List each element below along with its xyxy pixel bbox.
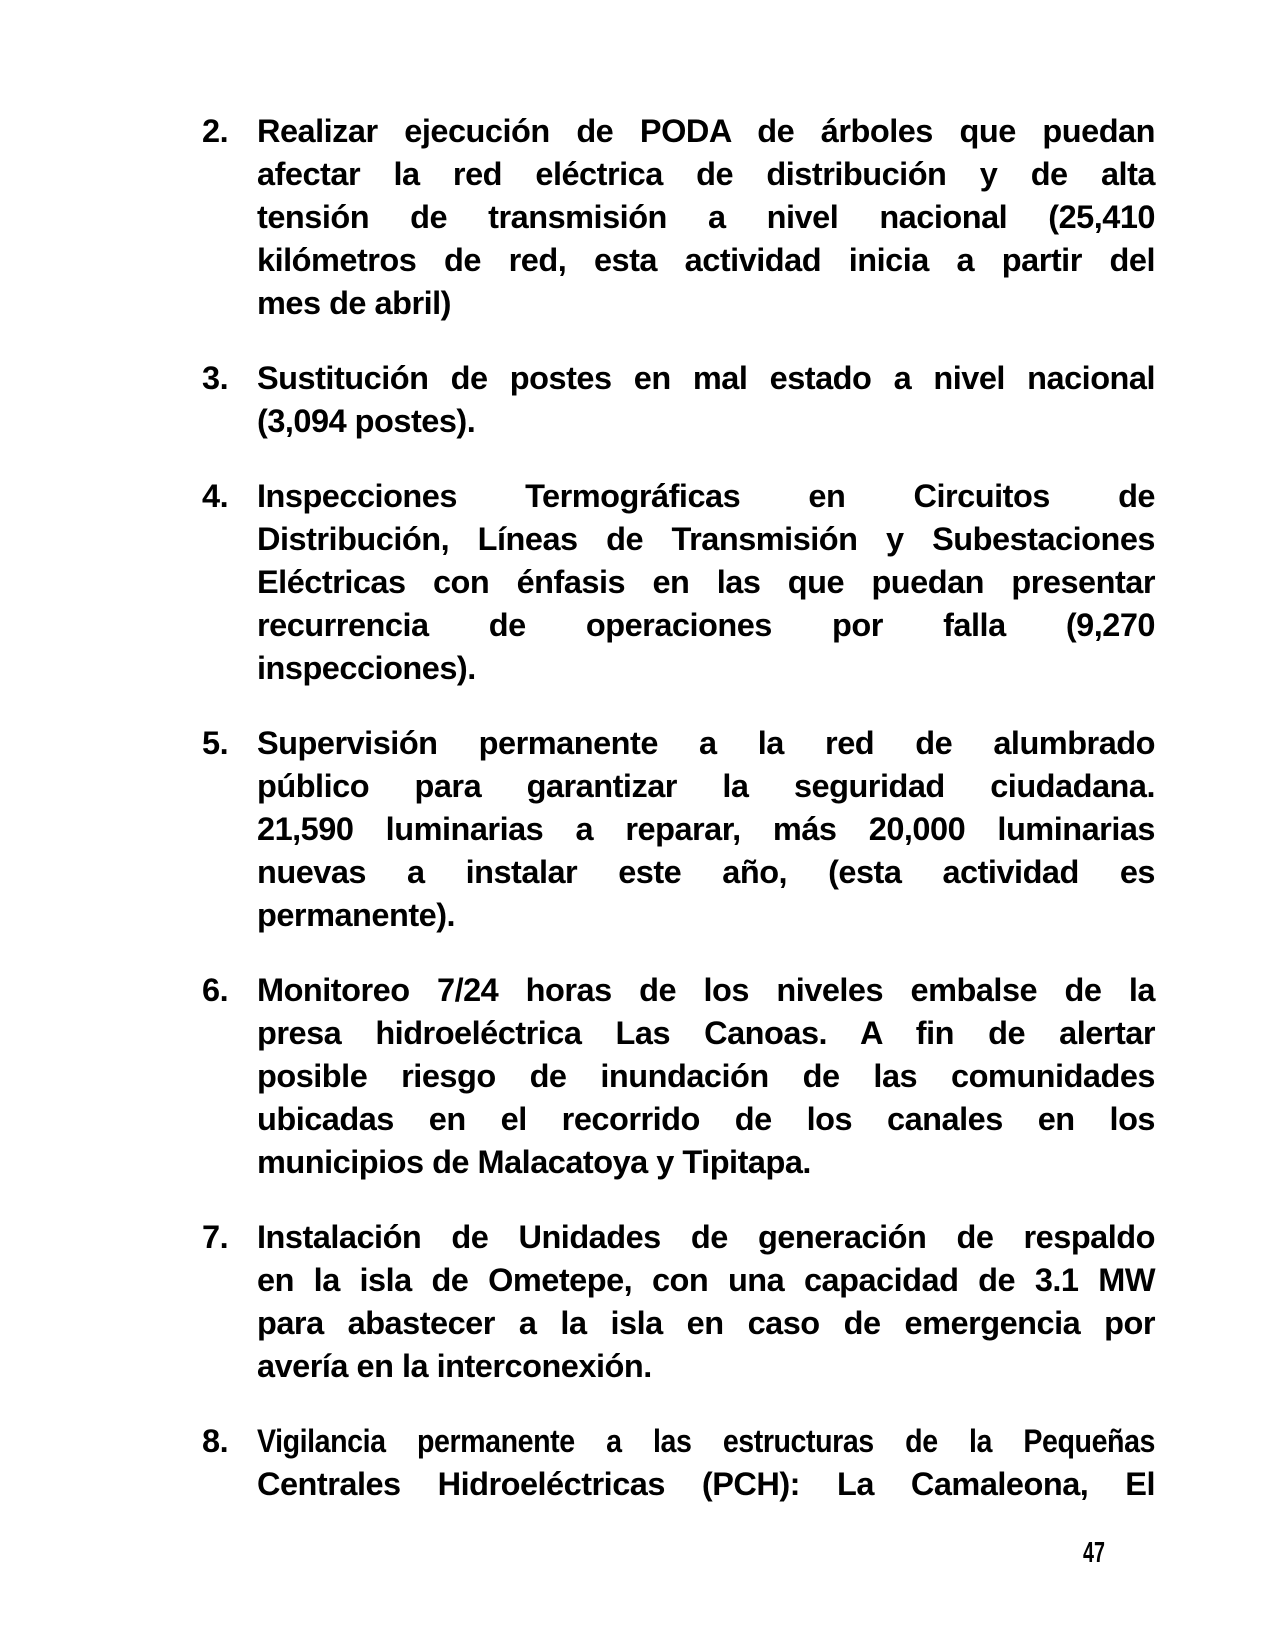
- list-item-line: Sustitución de postes en mal estado a nivel nacional: [257, 360, 1155, 396]
- list-item-line: Centrales Hidroeléctricas (PCH): La Camaleona, El: [257, 1466, 1155, 1502]
- list-item-line: Realizar ejecución de PODA de árboles que puedan: [257, 113, 1155, 149]
- list-item-line: avería en la interconexión.: [257, 1348, 652, 1384]
- list-item-number: 8.: [202, 1423, 229, 1459]
- list-item-text: [257, 1420, 1155, 1506]
- activities-list: [202, 110, 1155, 1538]
- list-item: [202, 110, 1155, 325]
- list-item-text: [257, 722, 1155, 937]
- list-item-line: Vigilancia permanente a las estructuras de la Pequeñas: [257, 1423, 1156, 1459]
- list-item-line: en la isla de Ometepe, con una capacidad de 3.1 MW: [257, 1262, 1155, 1298]
- list-item-line: permanente).: [257, 897, 456, 933]
- list-item-text: [257, 969, 1155, 1184]
- list-item-line: inspecciones).: [257, 650, 476, 686]
- list-item: [202, 722, 1155, 937]
- list-item-line: Eléctricas con énfasis en las que puedan presentar: [257, 564, 1155, 600]
- list-item: [202, 969, 1155, 1184]
- list-item-line: Supervisión permanente a la red de alumbrado: [257, 725, 1155, 761]
- page-number: 47: [1083, 1537, 1105, 1569]
- list-item-line: Distribución, Líneas de Transmisión y Subestaciones: [257, 521, 1155, 557]
- list-item-line: público para garantizar la seguridad ciudadana.: [257, 768, 1155, 804]
- list-item-number: 2.: [202, 113, 229, 149]
- list-item-text: [257, 110, 1155, 325]
- list-item-number: 3.: [202, 360, 229, 396]
- list-item-line: posible riesgo de inundación de las comunidades: [257, 1058, 1155, 1094]
- list-item-number: 5.: [202, 725, 229, 761]
- list-item: [202, 1420, 1155, 1506]
- list-item: [202, 475, 1155, 690]
- list-item-line: presa hidroeléctrica Las Canoas. A fin de alertar: [257, 1015, 1155, 1051]
- list-item-line: municipios de Malacatoya y Tipitapa.: [257, 1144, 811, 1180]
- list-item-line: kilómetros de red, esta actividad inicia a partir del: [257, 242, 1155, 278]
- list-item-text: [257, 1216, 1155, 1388]
- list-item: [202, 1216, 1155, 1388]
- list-item-line: Monitoreo 7/24 horas de los niveles embalse de la: [257, 972, 1155, 1008]
- list-item-line: tensión de transmisión a nivel nacional (25,410: [257, 199, 1155, 235]
- list-item-text: [257, 357, 1155, 443]
- list-item-line: 21,590 luminarias a reparar, más 20,000 luminarias: [257, 811, 1155, 847]
- list-item-line: para abastecer a la isla en caso de emergencia por: [257, 1305, 1155, 1341]
- list-item-line: afectar la red eléctrica de distribución y de alta: [257, 156, 1155, 192]
- list-item-text: [257, 475, 1155, 690]
- list-item-line: nuevas a instalar este año, (esta actividad es: [257, 854, 1155, 890]
- list-item-number: 6.: [202, 972, 229, 1008]
- list-item-line: recurrencia de operaciones por falla (9,270: [257, 607, 1155, 643]
- list-item-line: Instalación de Unidades de generación de respaldo: [257, 1219, 1155, 1255]
- list-item-line: (3,094 postes).: [257, 403, 476, 439]
- list-item-number: 7.: [202, 1219, 229, 1255]
- list-item-line: Inspecciones Termográficas en Circuitos de: [257, 478, 1155, 514]
- list-item-line: ubicadas en el recorrido de los canales en los: [257, 1101, 1155, 1137]
- list-item-line: mes de abril): [257, 285, 451, 321]
- list-item: [202, 357, 1155, 443]
- list-item-number: 4.: [202, 478, 229, 514]
